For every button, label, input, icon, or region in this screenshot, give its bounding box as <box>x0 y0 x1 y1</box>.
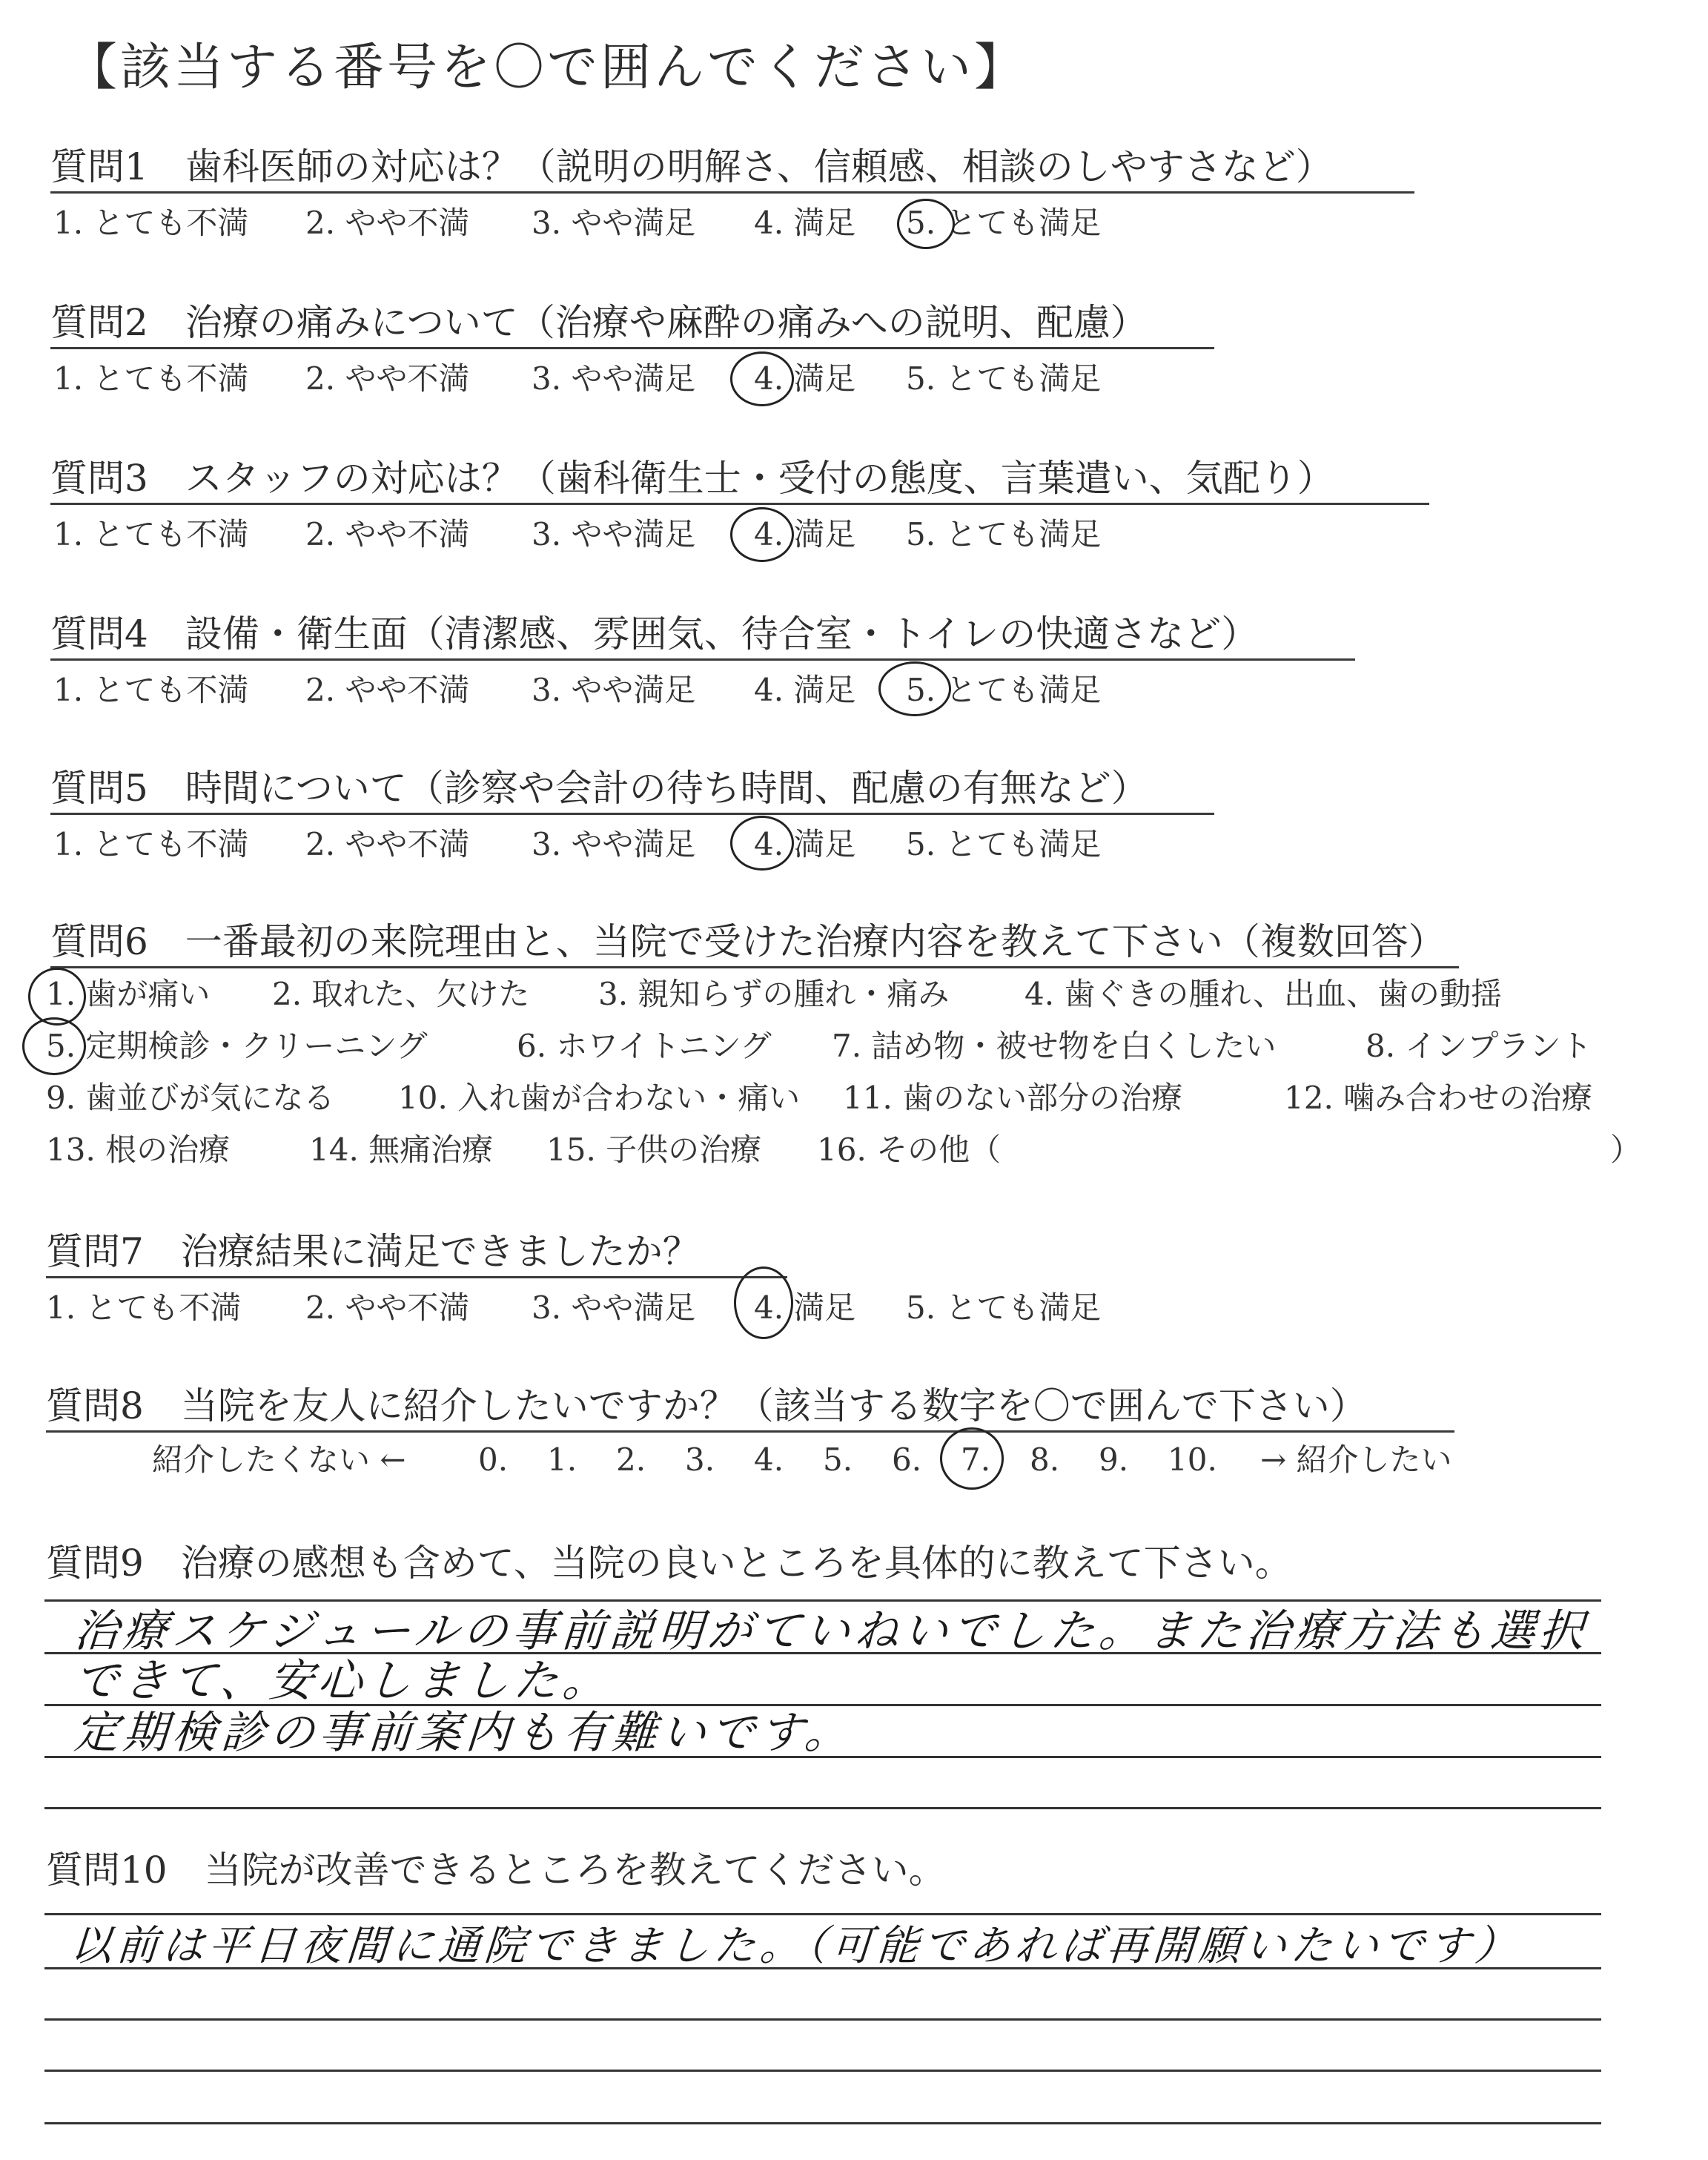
q3-answer-circle <box>730 507 794 562</box>
q8-option-0[interactable]: 0. <box>478 1441 509 1478</box>
q8-scale <box>152 1441 1452 1479</box>
q9-answer-line-3[interactable]: 定期検診の事前案内も有難いです。 <box>72 1707 855 1759</box>
q6-option-12[interactable]: 12. 噛み合わせの治療 <box>1284 1080 1593 1116</box>
q8-option-9[interactable]: 9. <box>1099 1441 1129 1478</box>
q2-option-1[interactable]: 1. とても不満 <box>53 360 249 397</box>
q8-option-8[interactable]: 8. <box>1030 1441 1060 1478</box>
q2-underline <box>50 347 1214 349</box>
q6-title: 質問6 一番最初の来院理由と、当院で受けた治療内容を教えて下さい（複数回答） <box>50 920 1446 963</box>
q6-option-16[interactable]: 16. その他（ <box>817 1132 1002 1168</box>
q7-underline <box>46 1276 787 1278</box>
q9-answer-line-1[interactable]: 治療スケジュールの事前説明がていねいでした。また治療方法も選択 <box>72 1605 1590 1657</box>
q2-option-5[interactable]: 5. とても満足 <box>906 360 1102 397</box>
q8-left-label: 紹介したくない ← <box>152 1441 406 1478</box>
q7-answer-circle <box>734 1266 793 1339</box>
q6-option-2[interactable]: 2. 取れた、欠けた <box>272 976 530 1012</box>
q4-option-3[interactable]: 3. やや満足 <box>532 672 696 708</box>
q8-option-3[interactable]: 3. <box>685 1441 715 1478</box>
q1-option-2[interactable]: 2. やや不満 <box>305 205 470 241</box>
q3-option-4[interactable]: 4. 満足 <box>754 516 856 552</box>
q8-option-4[interactable]: 4. <box>754 1441 784 1478</box>
q8-option-2[interactable]: 2. <box>616 1441 646 1478</box>
q7-option-1[interactable]: 1. とても不満 <box>46 1289 242 1326</box>
q6-option-13[interactable]: 13. 根の治療 <box>46 1132 231 1168</box>
q6-option-5[interactable]: 5. 定期検診・クリーニング <box>46 1028 428 1064</box>
q2-option-2[interactable]: 2. やや不満 <box>305 360 470 397</box>
q6-row-4 <box>46 1131 1641 1169</box>
q10-answer-line-1[interactable]: 以前は平日夜間に通院できました。（可能であれば再開願いたいです） <box>68 1922 1523 1970</box>
q8-right-label: → 紹介したい <box>1260 1441 1452 1478</box>
q1-title: 質問1 歯科医師の対応は？（説明の明解さ、信頼感、相談のしやすさなど） <box>50 145 1333 188</box>
q10-rule-5 <box>44 2122 1601 2124</box>
q9-title: 質問9 治療の感想も含めて、当院の良いところを具体的に教えて下さい。 <box>46 1542 1292 1585</box>
q6-option-6[interactable]: 6. ホワイトニング <box>517 1028 772 1064</box>
q2-answer-circle <box>730 351 794 406</box>
q5-option-4[interactable]: 4. 満足 <box>754 826 856 862</box>
q2-option-3[interactable]: 3. やや満足 <box>532 360 696 397</box>
q2-option-4[interactable]: 4. 満足 <box>754 360 856 397</box>
q8-option-6[interactable]: 6. <box>892 1441 922 1478</box>
q8-answer-circle <box>940 1427 1004 1490</box>
q1-underline <box>50 191 1414 194</box>
q7-option-2[interactable]: 2. やや不満 <box>305 1289 470 1326</box>
q5-option-5[interactable]: 5. とても満足 <box>906 826 1102 862</box>
q4-option-4[interactable]: 4. 満足 <box>754 672 856 708</box>
q1-option-1[interactable]: 1. とても不満 <box>53 205 249 241</box>
q6-option-4[interactable]: 4. 歯ぐきの腫れ、出血、歯の動揺 <box>1025 976 1502 1012</box>
q6-row-2 <box>46 1027 1592 1066</box>
q9-answer-line-2[interactable]: できて、安心しました。 <box>72 1655 614 1707</box>
q5-title: 質問5 時間について（診察や会計の待ち時間、配慮の有無など） <box>50 767 1148 810</box>
q5-underline <box>50 813 1214 815</box>
q6-option-14[interactable]: 14. 無痛治療 <box>309 1132 494 1168</box>
q1-answer-circle <box>897 199 955 249</box>
q4-title: 質問4 設備・衛生面（清潔感、雰囲気、待合室・トイレの快適さなど） <box>50 612 1259 655</box>
q7-options <box>46 1289 1101 1327</box>
q7-option-5[interactable]: 5. とても満足 <box>906 1289 1102 1326</box>
q6-row-1 <box>46 975 1502 1014</box>
q6-option-8[interactable]: 8. インプラント <box>1366 1028 1592 1064</box>
q4-answer-circle <box>878 661 951 716</box>
q5-answer-circle <box>730 816 794 871</box>
q5-options <box>53 825 1101 864</box>
page-title: 【該当する番号を〇で囲んでください】 <box>67 39 1028 97</box>
q3-option-5[interactable]: 5. とても満足 <box>906 516 1102 552</box>
q9-rule-1 <box>44 1599 1601 1602</box>
q3-option-3[interactable]: 3. やや満足 <box>532 516 696 552</box>
q6-option-9[interactable]: 9. 歯並びが気になる <box>46 1080 335 1116</box>
q7-option-4[interactable]: 4. 満足 <box>754 1289 856 1326</box>
q4-option-1[interactable]: 1. とても不満 <box>53 672 249 708</box>
q2-title: 質問2 治療の痛みについて（治療や麻酔の痛みへの説明、配慮） <box>50 301 1148 344</box>
q8-option-5[interactable]: 5. <box>823 1441 853 1478</box>
q5-option-3[interactable]: 3. やや満足 <box>532 826 696 862</box>
q10-rule-3 <box>44 2018 1601 2021</box>
q7-option-3[interactable]: 3. やや満足 <box>532 1289 696 1326</box>
q6-row-3 <box>46 1079 1592 1117</box>
q3-option-1[interactable]: 1. とても不満 <box>53 516 249 552</box>
q2-options <box>53 360 1101 398</box>
q6-other-close: ） <box>1610 1132 1642 1168</box>
q3-options <box>53 515 1101 554</box>
q3-option-2[interactable]: 2. やや不満 <box>305 516 470 552</box>
q1-option-3[interactable]: 3. やや満足 <box>532 205 696 241</box>
q8-option-7[interactable]: 7. <box>961 1441 991 1478</box>
q4-option-5[interactable]: 5. とても満足 <box>906 672 1102 708</box>
q9-rule-5 <box>44 1807 1601 1809</box>
q8-title: 質問8 当院を友人に紹介したいですか？（該当する数字を〇で囲んで下さい） <box>46 1384 1367 1427</box>
q6-answer-circle-5 <box>22 1017 86 1075</box>
q8-option-10[interactable]: 10. <box>1168 1441 1217 1478</box>
q6-option-15[interactable]: 15. 子供の治療 <box>546 1132 762 1168</box>
q5-option-1[interactable]: 1. とても不満 <box>53 826 249 862</box>
q6-underline <box>50 966 1459 968</box>
q3-title: 質問3 スタッフの対応は？（歯科衛生士・受付の態度、言葉遣い、気配り） <box>50 457 1334 500</box>
q6-option-11[interactable]: 11. 歯のない部分の治療 <box>843 1080 1183 1116</box>
q6-option-7[interactable]: 7. 詰め物・被せ物を白くしたい <box>832 1028 1277 1064</box>
q4-option-2[interactable]: 2. やや不満 <box>305 672 470 708</box>
q8-underline <box>46 1430 1454 1433</box>
q10-rule-1 <box>44 1913 1601 1915</box>
q6-option-1[interactable]: 1. 歯が痛い <box>46 976 211 1012</box>
q7-title: 質問7 治療結果に満足できましたか？ <box>46 1230 700 1273</box>
q6-option-10[interactable]: 10. 入れ歯が合わない・痛い <box>398 1080 801 1116</box>
q8-option-1[interactable]: 1. <box>547 1441 577 1478</box>
q10-title: 質問10 当院が改善できるところを教えてください。 <box>46 1849 946 1892</box>
q6-option-3[interactable]: 3. 親知らずの腫れ・痛み <box>598 976 950 1012</box>
q10-rule-4 <box>44 2070 1601 2072</box>
q4-underline <box>50 658 1355 661</box>
q1-option-4[interactable]: 4. 満足 <box>754 205 856 241</box>
q1-option-5[interactable]: 5. とても満足 <box>906 205 1102 241</box>
q3-underline <box>50 503 1429 505</box>
q5-option-2[interactable]: 2. やや不満 <box>305 826 470 862</box>
